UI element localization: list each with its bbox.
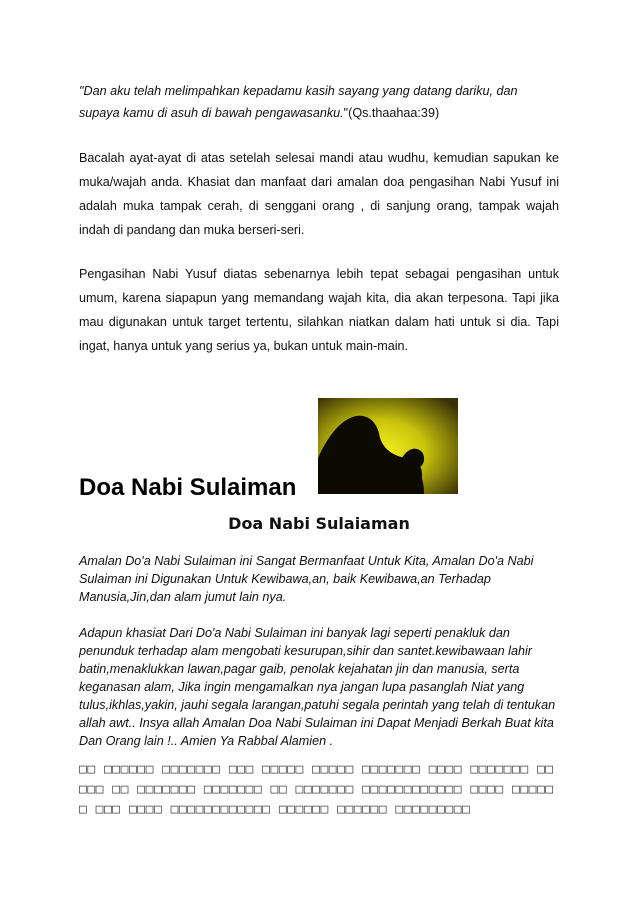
italic-paragraph-amalan: Amalan Do'a Nabi Sulaiman ini Sangat Bermanfaat Untuk Kita, Amalan Do'a Nabi Sulaiman ini Digunakan Untuk Kewibawa,an, baik Kewibawa,an Terhadap Manusia,Jin,dan alam jumut lain nya. xyxy=(79,554,534,604)
italic-paragraph-khasiat: Adapun khasiat Dari Do'a Nabi Sulaiman ini banyak lagi seperti penakluk dan penunduk terhadap alam mengobati kesurupan,sihir dan santet.kewibawaan lahir batin,menaklukkan lawan,pagar gaib, penolak kejahatan jin dan manusia, serta keganasan alam, Jika ingin mengamalkan nya jangan lupa pasanglah Niat yang tulus,ikhlas,yakin, jauhi segala larangan,patuhi segala perintah yang telah di tentukan allah awt.. Insya allah Amalan Doa Nabi Sulaiman ini Dapat Menjadi Berkah Buat kita Dan Orang lain !.. Amien Ya Rabbal Alamien . xyxy=(79,626,556,748)
subheading-doa-nabi-sulaiaman: Doa Nabi Sulaiaman xyxy=(228,514,410,533)
prayer-silhouette-image xyxy=(318,398,458,494)
heading-doa-nabi-sulaiman: Doa Nabi Sulaiman xyxy=(79,474,297,501)
garbled-text-block: □□ □□□□□□ □□□□□□□ □□□ □□□□□ □□□□□ □□□□□□□ □□□□ □□□□□□□ □□ □□□ □□ □□□□□□□ □□□□□□□ □□ □□□□□□□ □□□□□□□□□□□□ □□□□ □□□□□□ □□□ □□□□ □□□□□□□□□□□□ □□□□□□ □□□□□□ □□□□□□□□□ xyxy=(79,762,554,817)
quote-reference: "(Qs.thaahaa:39) xyxy=(343,106,440,120)
prayer-silhouette-icon xyxy=(318,398,458,494)
quote-paragraph xyxy=(79,80,559,124)
paragraph-khasiat-yusuf: Bacalah ayat-ayat di atas setelah selesai mandi atau wudhu, kemudian sapukan ke muka/wajah anda. Khasiat dan manfaat dari amalan doa pengasihan Nabi Yusuf ini adalah muka tampak cerah, di senggani orang , di sanjung orang, tampak wajah indah di pandang dan muka berseri-seri. xyxy=(79,151,559,237)
paragraph-pengasihan: Pengasihan Nabi Yusuf diatas sebenarnya lebih tepat sebagai pengasihan untuk umum, karena siapapun yang memandang wajah kita, dia akan terpesona. Tapi jika mau digunakan untuk target tertentu, silahkan niatkan dalam hati untuk si dia. Tapi ingat, hanya untuk yang serius ya, bukan untuk main-main. xyxy=(79,267,559,353)
quote-text: "Dan aku telah melimpahkan kepadamu kasih sayang yang datang dariku, dan supaya kamu di asuh di bawah pengawasanku. xyxy=(79,84,518,120)
